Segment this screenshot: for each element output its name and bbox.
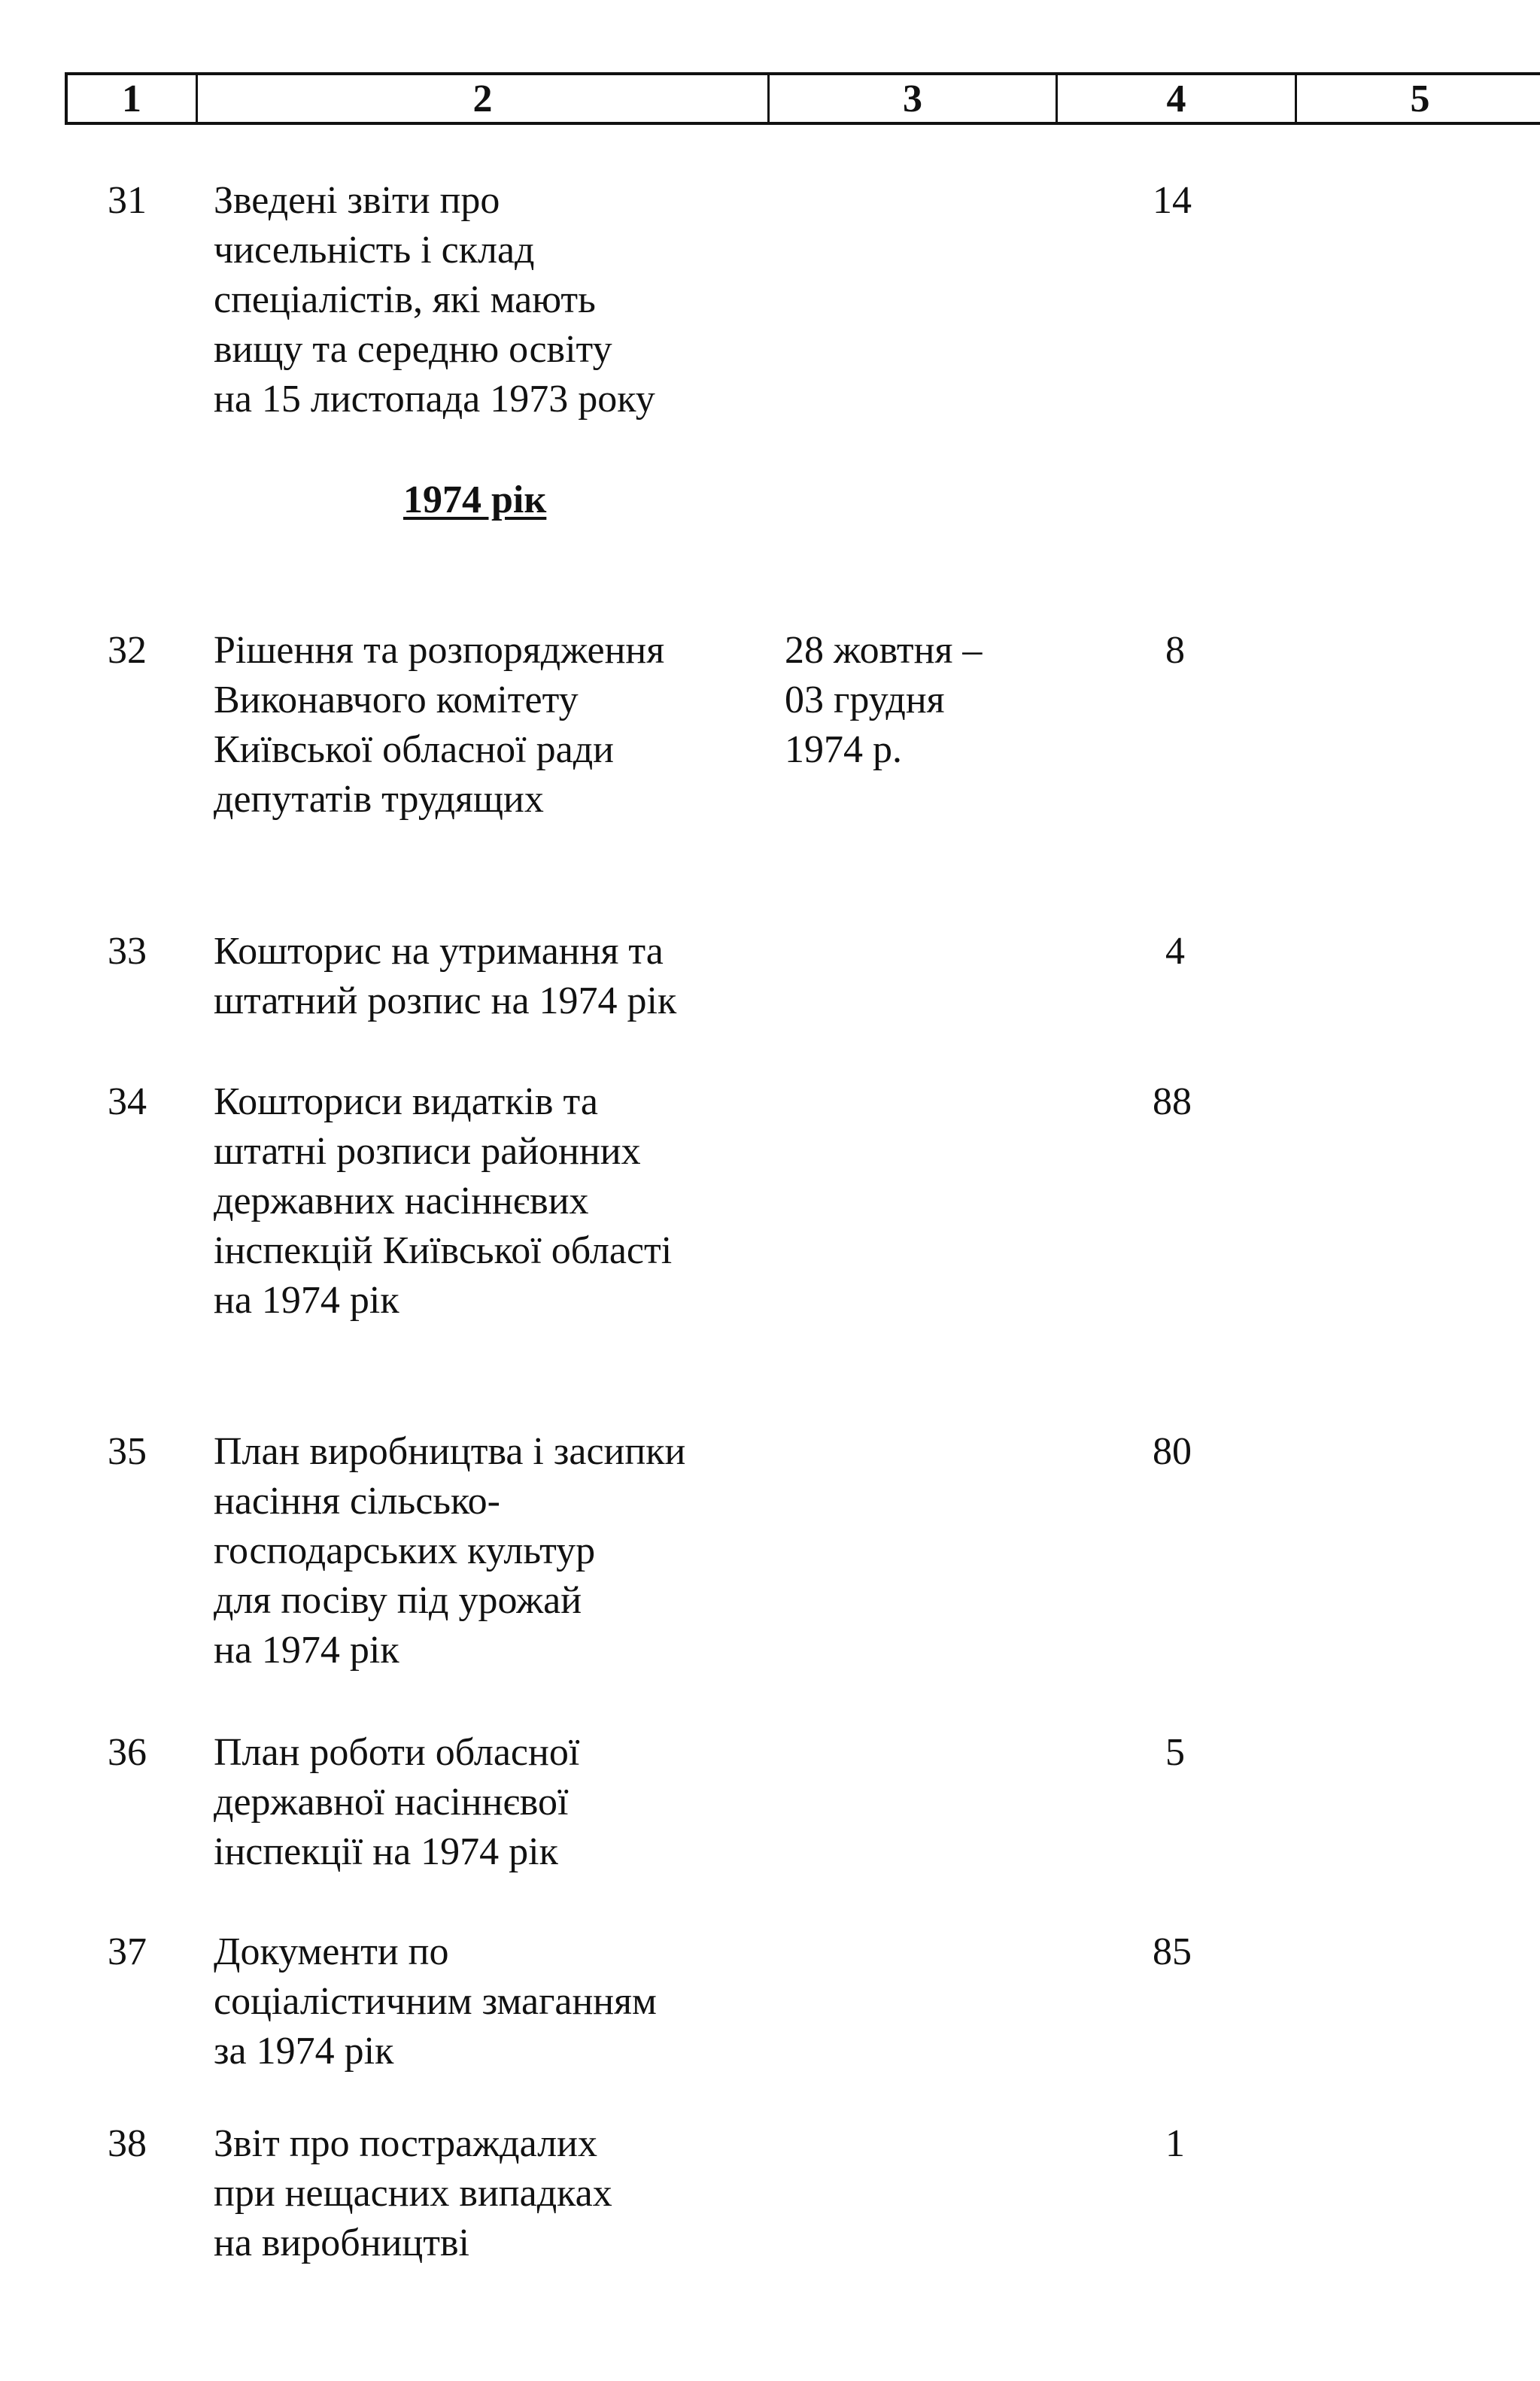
description-line: насіння сільсько- [214, 1480, 500, 1523]
sheet-count: 8 [1165, 629, 1185, 672]
description-line: Звіт про постраждалих [214, 2122, 597, 2165]
header-col-3: 3 [903, 77, 922, 120]
description-line: інспекцій Київської області [214, 1229, 673, 1272]
row-description [214, 927, 676, 1026]
sheet-count: 1 [1165, 2122, 1185, 2165]
row-date [785, 626, 982, 775]
header-col-5: 5 [1410, 77, 1430, 120]
description-line: соціалістичним змаганням [214, 1980, 657, 2023]
year-heading: 1974 рік [403, 478, 547, 521]
description-line: на виробництві [214, 2222, 469, 2264]
row-description [214, 1077, 672, 1326]
row-number: 35 [108, 1430, 147, 1473]
description-line: Зведені звіти про [214, 179, 500, 222]
description-line: інспекції на 1974 рік [214, 1830, 558, 1873]
description-line: штатний розпис на 1974 рік [214, 979, 677, 1022]
sheet-count: 85 [1153, 1930, 1192, 1973]
description-line: План виробництва і засипки [214, 1430, 686, 1473]
description-line: Кошторис на утримання та [214, 930, 664, 973]
date-line: 03 грудня [785, 679, 945, 721]
description-line: штатні розписи районних [214, 1130, 641, 1173]
description-line: депутатів трудящих [214, 778, 544, 821]
sheet-count: 14 [1153, 179, 1192, 222]
row-description [214, 1927, 657, 2076]
header-col-1: 1 [122, 77, 141, 120]
description-line: Кошториси видатків та [214, 1080, 598, 1123]
row-number: 36 [108, 1731, 147, 1774]
description-line: План роботи обласної [214, 1731, 580, 1774]
description-line: вищу та середню освіту [214, 328, 612, 371]
row-number: 37 [108, 1930, 147, 1973]
sheet-count: 88 [1153, 1080, 1192, 1123]
description-line: Документи по [214, 1930, 449, 1973]
description-line: державної насіннєвої [214, 1781, 569, 1824]
description-line: господарських культур [214, 1529, 596, 1572]
description-line: Рішення та розпорядження [214, 629, 665, 672]
header-col-2: 2 [472, 77, 493, 120]
description-line: на 1974 рік [214, 1629, 399, 1672]
header-col-4: 4 [1166, 77, 1186, 120]
row-number: 34 [108, 1080, 147, 1123]
table-header [65, 72, 1540, 125]
row-description [214, 1728, 579, 1877]
sheet-count: 80 [1153, 1430, 1192, 1473]
row-description [214, 1427, 685, 1675]
row-number: 31 [108, 179, 147, 222]
row-description [214, 626, 664, 825]
sheet-count: 5 [1165, 1731, 1185, 1774]
row-description [214, 2119, 612, 2268]
description-line: державних насіннєвих [214, 1180, 589, 1222]
date-line: 1974 р. [785, 728, 902, 771]
description-line: чисельність і склад [214, 229, 535, 272]
description-line: на 1974 рік [214, 1279, 399, 1322]
description-line: при нещасних випадках [214, 2172, 612, 2215]
row-number: 38 [108, 2122, 147, 2165]
description-line: за 1974 рік [214, 2030, 394, 2073]
row-number: 32 [108, 629, 147, 672]
row-number: 33 [108, 930, 147, 973]
row-description [214, 176, 655, 424]
sheet-count: 4 [1165, 930, 1185, 973]
description-line: спеціалістів, які мають [214, 278, 596, 321]
description-line: на 15 листопада 1973 року [214, 378, 655, 421]
description-line: для посіву під урожай [214, 1579, 582, 1622]
description-line: Київської обласної ради [214, 728, 614, 771]
date-line: 28 жовтня – [785, 629, 983, 672]
description-line: Виконавчого комітету [214, 679, 579, 721]
